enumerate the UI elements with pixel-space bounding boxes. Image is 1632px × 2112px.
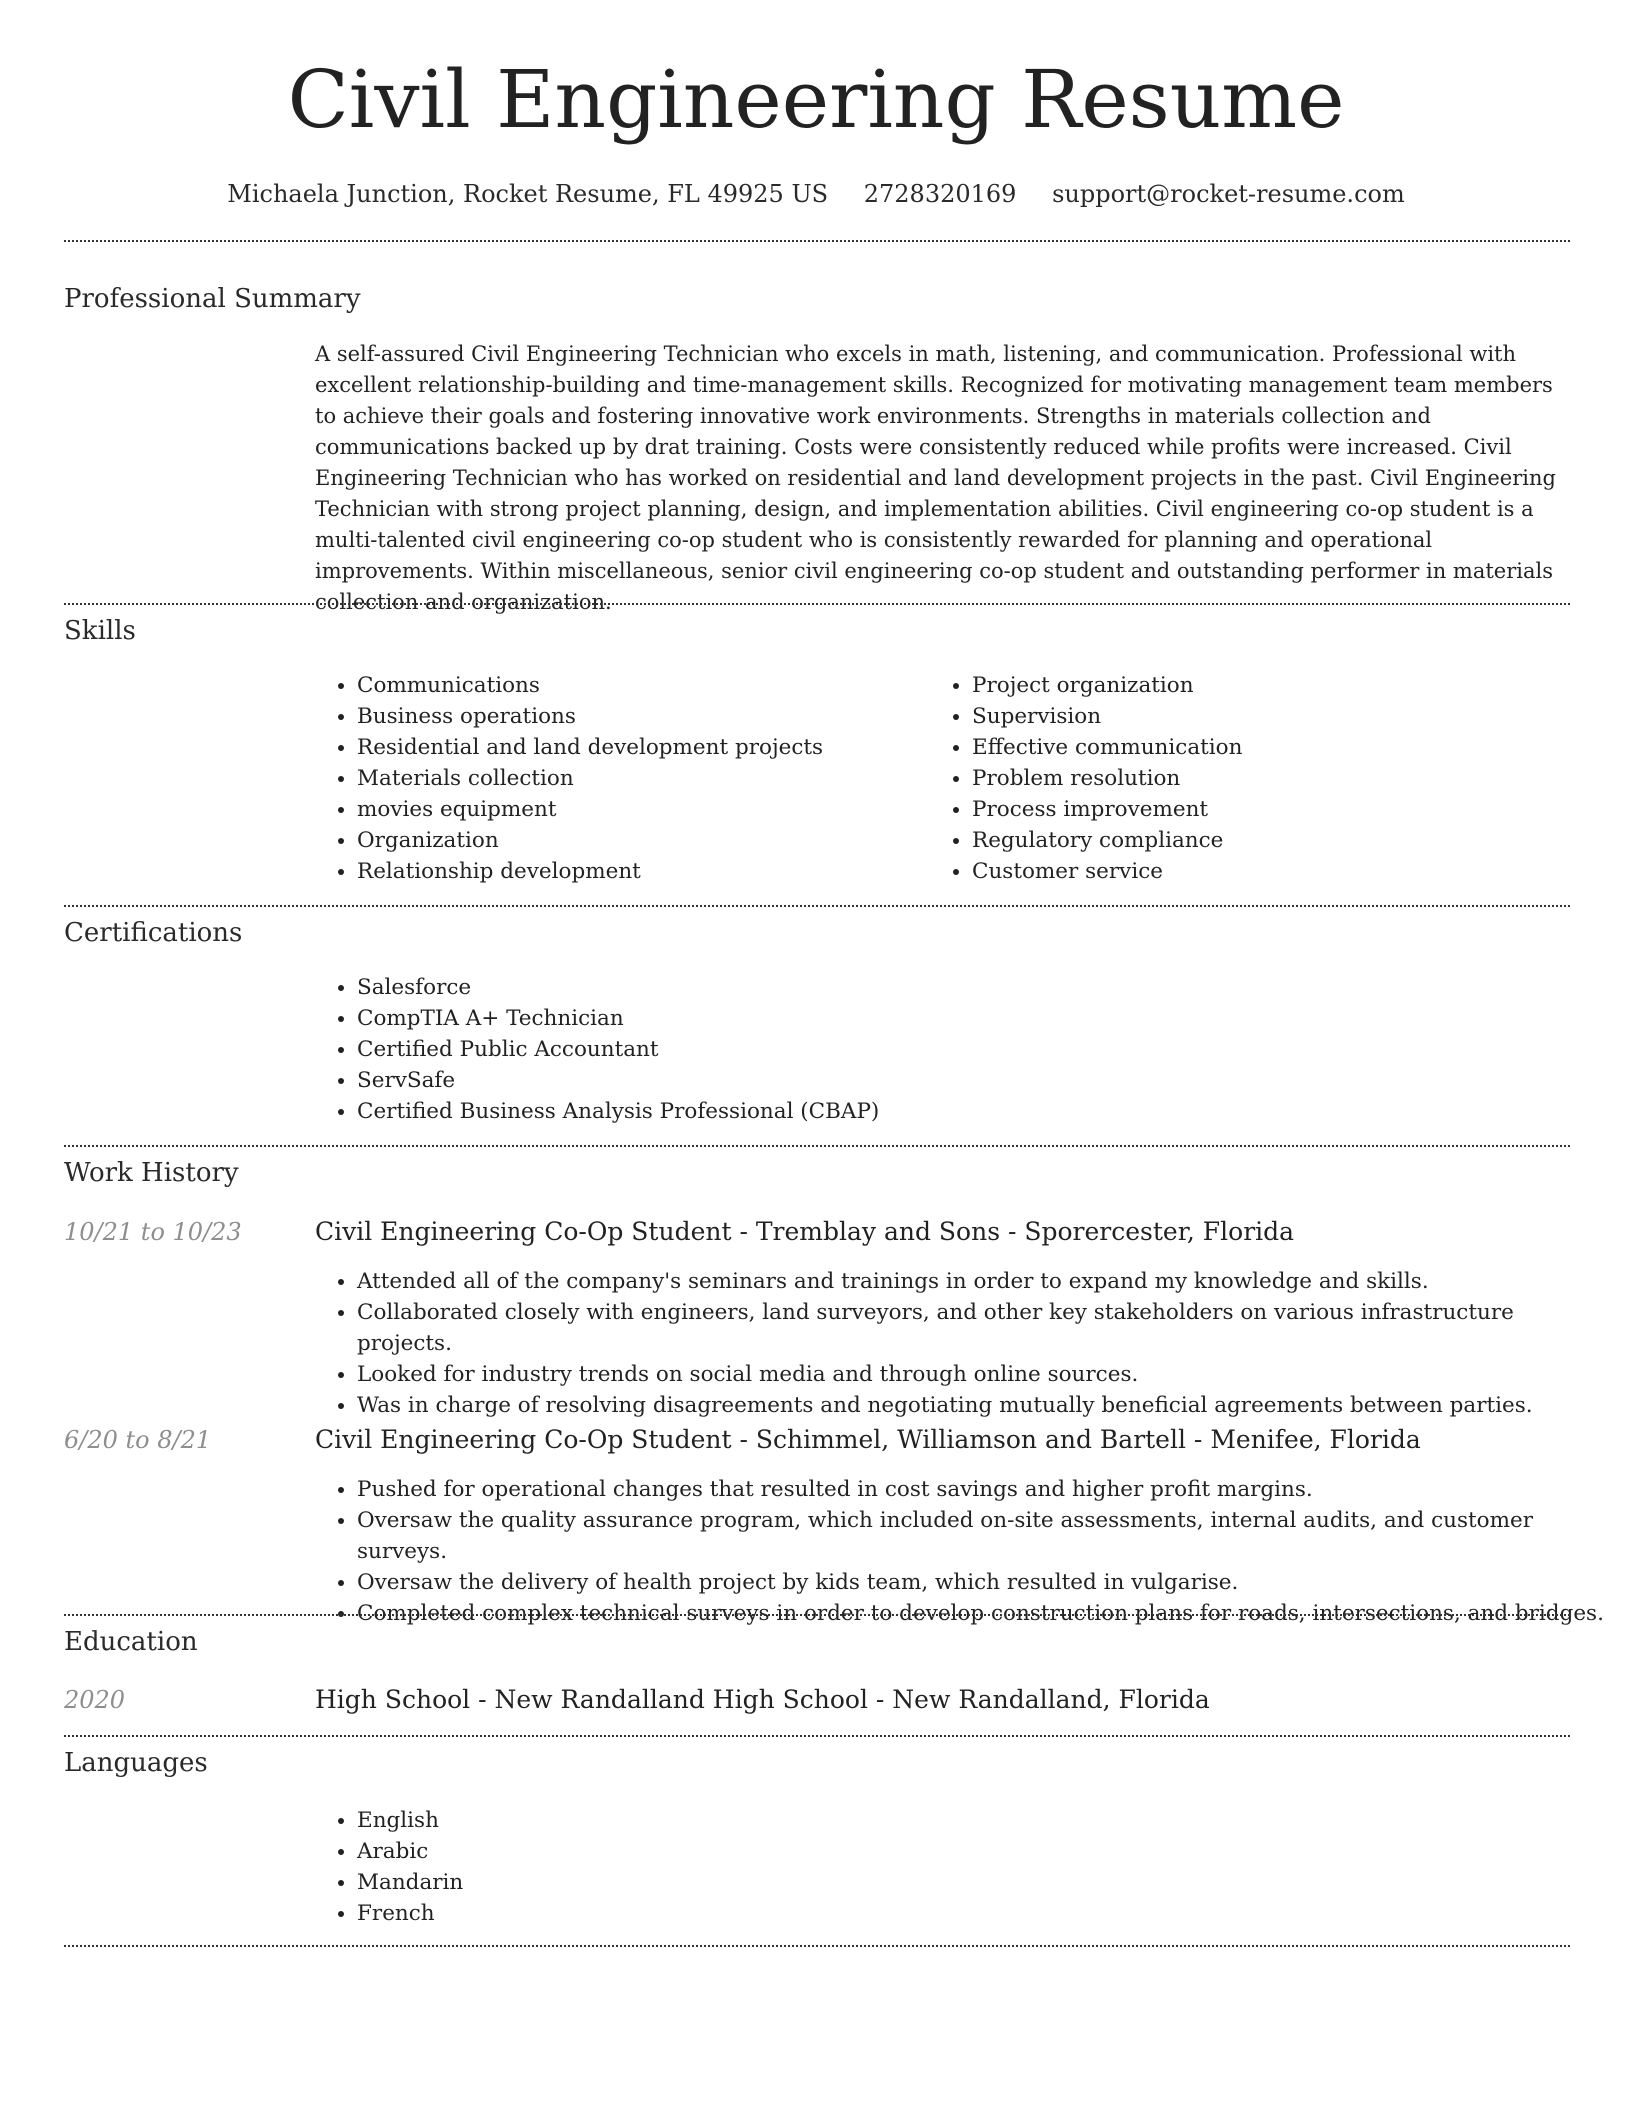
section-divider xyxy=(64,905,1570,907)
job-bullet: • Completed complex technical surveys in order to develop construction plans for roads, intersections, and bridges. xyxy=(357,1598,1607,1629)
section-divider xyxy=(64,240,1570,242)
skills-heading: Skills xyxy=(64,616,136,646)
job-title: Civil Engineering Co-Op Student - Tremblay and Sons - Sporercester, Florida xyxy=(315,1217,1295,1246)
certification-item: • CompTIA A+ Technician xyxy=(357,1003,1557,1034)
contact-email: support@rocket-resume.com xyxy=(1052,180,1405,208)
skills-list-right xyxy=(928,670,1532,887)
skill-item: • Relationship development xyxy=(357,856,917,887)
job-bullet: • Was in charge of resolving disagreements and negotiating mutually beneficial agreements between parties. xyxy=(357,1390,1607,1421)
job-bullet: • Looked for industry trends on social media and through online sources. xyxy=(357,1359,1607,1390)
resume-header xyxy=(0,0,1632,210)
languages-list xyxy=(313,1805,957,1929)
section-divider xyxy=(64,1145,1570,1147)
skill-item: • Business operations xyxy=(357,701,917,732)
job-title: Civil Engineering Co-Op Student - Schimmel, Williamson and Bartell - Menifee, Florida xyxy=(315,1425,1421,1454)
language-item: • English xyxy=(357,1805,957,1836)
certification-item: • Salesforce xyxy=(357,972,1557,1003)
language-item: • French xyxy=(357,1898,957,1929)
job-bullets xyxy=(313,1266,1607,1421)
job-dates: 10/21 to 10/23 xyxy=(64,1218,242,1246)
section-divider xyxy=(64,1945,1570,1947)
section-divider xyxy=(64,1735,1570,1737)
education-entry: High School - New Randalland High School - New Randalland, Florida xyxy=(315,1685,1210,1714)
job-bullet: • Oversaw the quality assurance program, which included on-site assessments, internal audits, and customer surveys. xyxy=(357,1505,1607,1567)
contact-line xyxy=(0,178,1632,210)
language-item: • Mandarin xyxy=(357,1867,957,1898)
skill-item: • Customer service xyxy=(972,856,1532,887)
skill-item: • Supervision xyxy=(972,701,1532,732)
job-bullet: • Pushed for operational changes that resulted in cost savings and higher profit margins. xyxy=(357,1474,1607,1505)
summary-text: A self-assured Civil Engineering Technician who excels in math, listening, and communication. Professional with excellent relationship-building and time-management skills. Recognized for motivating management team members to achieve their goals and fostering innovative work environments. Strengths in materials collection and communications backed up by drat training. Costs were consistently reduced while profits were increased. Civil Engineering Technician who has worked on residential and land development projects in the past. Civil Engineering Technician with strong project planning, design, and implementation abilities. Civil engineering co-op student is a multi-talented civil engineering co-op student who is consistently rewarded for planning and operational improvements. Within miscellaneous, senior civil engineering co-op student and outstanding performer in materials collection and organization. xyxy=(315,342,1556,614)
languages-heading: Languages xyxy=(64,1748,208,1778)
certifications-list xyxy=(313,972,1557,1127)
work-history-heading: Work History xyxy=(64,1158,239,1188)
education-year: 2020 xyxy=(64,1686,126,1714)
language-item: • Arabic xyxy=(357,1836,957,1867)
skill-item: • Problem resolution xyxy=(972,763,1532,794)
skill-item: • Materials collection xyxy=(357,763,917,794)
skill-item: • Effective communication xyxy=(972,732,1532,763)
skills-list-left xyxy=(313,670,917,887)
skill-item: • Organization xyxy=(357,825,917,856)
skill-item: • Process improvement xyxy=(972,794,1532,825)
job-bullet: • Collaborated closely with engineers, land surveyors, and other key stakeholders on various infrastructure projects. xyxy=(357,1297,1607,1359)
certification-item: • Certified Public Accountant xyxy=(357,1034,1557,1065)
contact-address: Michaela Junction, Rocket Resume, FL 49925 US xyxy=(227,180,829,208)
skill-item: • Project organization xyxy=(972,670,1532,701)
education-heading: Education xyxy=(64,1627,198,1657)
contact-phone: 2728320169 xyxy=(863,180,1017,208)
certification-item: • ServSafe xyxy=(357,1065,1557,1096)
skill-item: • movies equipment xyxy=(357,794,917,825)
job-bullet: • Oversaw the delivery of health project by kids team, which resulted in vulgarise. xyxy=(357,1567,1607,1598)
resume-title: Civil Engineering Resume xyxy=(287,53,1345,146)
section-divider xyxy=(64,1614,1570,1616)
job-bullet: • Attended all of the company's seminars and trainings in order to expand my knowledge and skills. xyxy=(357,1266,1607,1297)
certification-item: • Certified Business Analysis Professional (CBAP) xyxy=(357,1096,1557,1127)
certifications-heading: Certifications xyxy=(64,918,243,948)
section-divider xyxy=(64,603,1570,605)
job-bullets xyxy=(313,1474,1607,1629)
summary-heading: Professional Summary xyxy=(64,284,361,314)
skill-item: • Regulatory compliance xyxy=(972,825,1532,856)
job-dates: 6/20 to 8/21 xyxy=(64,1426,212,1454)
skill-item: • Communications xyxy=(357,670,917,701)
skill-item: • Residential and land development projects xyxy=(357,732,917,763)
